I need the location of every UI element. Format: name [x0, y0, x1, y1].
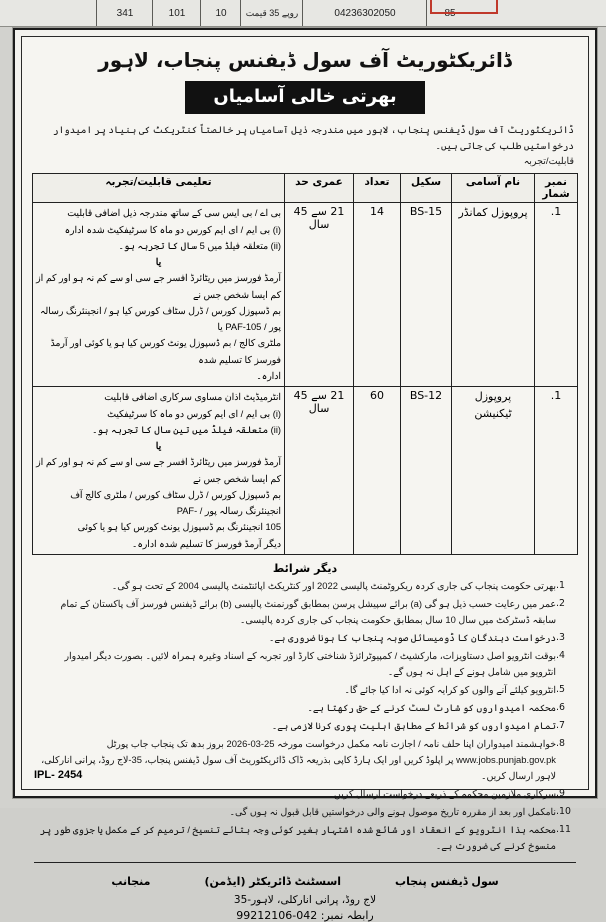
top-cell-2: 101: [152, 0, 201, 26]
top-cell-5: 04236302050: [302, 0, 427, 26]
list-item: [38, 786, 572, 802]
condition-text: محکمہ امیدواروں کو شارٹ لسٹ کرنے کے حق رکھتا ہے۔: [307, 701, 556, 713]
signature-left: منجانب: [111, 874, 151, 888]
condition-text: بوقت انٹرویو اصل دستاویزات، مارکشیٹ / کمپیوٹرائزڈ شناختی کارڈ اور تجربہ کے اسناد وغیرہ ہمراہ لائیں۔ بصورت دیگر امیدوار انٹرویو میں شامل ہونے کے اہل نہ ہوں گے۔: [64, 649, 556, 677]
row2-qualification: [33, 387, 285, 555]
advertisement-inner-frame: [21, 36, 589, 922]
q-line: 105 انجینئرنگ بم ڈسپوزل یونٹ کورس کیا ہو یا کوئی: [77, 522, 281, 533]
row2-scale: BS-12: [401, 387, 452, 555]
col-age: عمری حد: [285, 174, 354, 203]
intro-subline: قابلیت/تجربہ: [523, 156, 574, 168]
q-line: ادارہ۔: [256, 371, 281, 381]
col-qualification: تعلیمی قابلیت/تجربہ: [33, 174, 285, 203]
condition-number: 8.: [556, 737, 565, 749]
col-sr: نمبر شمار: [535, 174, 578, 203]
signature-department: سول ڈیفنس پنجاب: [395, 874, 499, 888]
conditions-list: [38, 578, 572, 854]
list-item: [38, 718, 572, 734]
row1-scale: BS-15: [401, 203, 452, 387]
list-item: [38, 682, 572, 698]
list-item: [38, 630, 572, 646]
top-cell-4: روپے 35 قیمت: [240, 0, 303, 26]
red-highlight-box: [430, 0, 498, 14]
condition-number: 4.: [556, 649, 565, 661]
condition-number: 7.: [556, 719, 565, 731]
q-line: انٹرمیڈیٹ اذان مساوی سرکاری اضافی قابلیت: [104, 392, 281, 403]
condition-text: انٹرویو کیلئے آنے والوں کو کرایہ کوئی نہ ادا کیا جائے گا۔: [344, 683, 556, 695]
q-line: ملٹری کالج / بم ڈسپوزل یونٹ کورس کیا ہو یا کوئی اور آرمڈ فورسز کا تسلیم شدہ: [50, 338, 281, 365]
condition-text: بھرتی حکومت پنجاب کی جاری کردہ ریکروٹمنٹ پالیسی 2022 اور کنٹریکٹ اپائنٹمنٹ پالیسی 2004 کے تحت ہو گی۔: [111, 579, 556, 591]
condition-text: محکمہ ہذا انٹرویو کے انعقاد اور شائع شدہ اشتہار بغیر کوئی وجہ بتائے تنسیخ / ترمیم کر کے مکمل یا جزوی طور پر منسوخ کرنے کی ضرورت ہے۔: [40, 823, 556, 851]
footer-divider: [34, 862, 576, 863]
q-line: آرمڈ فورسز میں ریٹائرڈ افسر جے سی او سے کم نہ ہو اور کم از کم ایسا شخص جس نے: [36, 457, 281, 484]
condition-text: درخواست دہندگان کا ڈومیسائل صوبہ پنجاب کا ہونا ضروری ہے۔: [268, 631, 556, 643]
q-line: بم ڈسپوزل کورس / ڈرل سٹاف کورس کیا ہو / انجینئرنگ رسالہ پور / PAF-105 یا: [39, 305, 281, 333]
q-line: دیگر آرمڈ فورسز کا تسلیم شدہ ادارہ۔: [131, 538, 281, 549]
q-line-or: یا: [155, 441, 162, 452]
col-scale: سکیل: [401, 174, 452, 203]
page-title: ڈائریکٹوریٹ آف سول ڈیفنس پنجاب، لاہور: [98, 48, 512, 72]
conditions-title: دیگر شرائط: [272, 561, 338, 575]
q-line: (i) بی ایم / ای ایم کورس دو ماہ کا سرٹیفکیٹ شدہ ادارہ: [64, 224, 281, 235]
signature-designation: اسسٹنٹ ڈائریکٹر (ایڈمن): [204, 874, 342, 888]
condition-text-apply[interactable]: خواہشمند امیدواران اپنا حلف نامہ / اجازت نامہ مکمل درخواست مورخہ 25-03-2026 بروز بدھ تک پنجاب جاب پورٹل www.jobs.punjab.gov.pk پر اپلوڈ کریں اور ایک ہارڈ کاپی بذریعہ ڈاک ڈائریکٹوریٹ آف سول ڈیفنس پنجاب، 35-لاج روڈ، پرانی انارکلی، لاہور ارسال کریں۔: [41, 737, 556, 781]
condition-number: 6.: [556, 701, 565, 713]
condition-text: عمر میں رعایت حسب ذیل ہو گی (a) برائے سپیشل پرسن بمطابق گورنمنٹ پالیسی (b) برائے ڈیفنس فورسز آف پاکستان کے تمام سابقہ ڈسٹرکٹ میں سال 10 سال بمطابق حکومت پنجاب کی جاری کردہ پالیسی۔: [60, 597, 556, 625]
condition-number: 2.: [556, 597, 565, 609]
condition-text: تمام امیدواروں کو شرائط کے مطابق اہلیت پوری کرنا لازمی ہے۔: [271, 719, 556, 731]
top-cell-6: 85: [426, 0, 473, 26]
ipl-reference: IPL- 2454: [34, 769, 83, 781]
condition-text: نامکمل اور بعد از مقررہ تاریخ موصول ہونے والی درخواستیں قابل قبول نہ ہوں گی۔: [229, 805, 556, 817]
top-cell-1: 341: [96, 0, 153, 26]
contact-phone: رابطہ نمبر: 042-99212106: [236, 908, 374, 922]
intro-paragraph: ڈائریکٹوریٹ آف سول ڈیفنس پنجاب، لاہور میں مندرجہ ذیل آسامیاں پر خالصتاً کنٹریکٹ کی بنیاد پر امیدوار درخواستیں طلب کی جاتی ہیں۔: [53, 125, 574, 152]
banner-heading: بھرتی خالی آسامیاں: [185, 81, 425, 114]
row1-qualification: [33, 203, 285, 387]
condition-number: 11.: [556, 823, 571, 835]
top-cell-3: 10: [200, 0, 241, 26]
top-cut-strip: [0, 0, 606, 27]
row1-age: 21 سے 45 سال: [285, 203, 354, 387]
job-advertisement-box: [13, 28, 597, 922]
condition-number: 9.: [556, 787, 565, 799]
row2-age: 21 سے 45 سال: [285, 387, 354, 555]
condition-text: سرکاری ملازمین محکمہ کے ذریعے درخواست ارسال کریں۔: [328, 787, 556, 799]
office-address: 35-لاج روڈ، پرانی انارکلی، لاہور: [233, 893, 377, 906]
row2-sr: 1.: [535, 387, 578, 555]
condition-number: 1.: [556, 579, 565, 591]
q-line: بم ڈسپوزل کورس / ڈرل سٹاف کورس / ملٹری کالج آف انجینئرنگ رسالہ پور / -PAF: [70, 489, 281, 517]
list-item: [38, 648, 572, 680]
condition-number: 5.: [556, 683, 565, 695]
q-line: (i) بی ایم / ای ایم کورس دو ماہ کا سرٹیفکیٹ: [107, 408, 281, 419]
list-item: [38, 822, 572, 854]
row1-vacancies: 14: [354, 203, 401, 387]
condition-number: 10.: [556, 805, 571, 817]
row2-post: پروپوزل ٹیکنیشن: [452, 387, 535, 555]
q-line: آرمڈ فورسز میں ریٹائرڈ افسر جے سی او سے کم نہ ہو اور کم از کم ایسا شخص جس نے: [36, 273, 281, 300]
table-row: [33, 387, 578, 555]
row1-sr: 1.: [535, 203, 578, 387]
row1-post: پروپوزل کمانڈر: [452, 203, 535, 387]
list-item: [38, 578, 572, 594]
table-header-row: [33, 174, 578, 203]
q-line-or: یا: [155, 257, 162, 268]
col-vacancies: تعداد: [354, 174, 401, 203]
signature-row: [22, 875, 588, 888]
list-item: [38, 700, 572, 716]
q-line: (ii) متعلقہ فیلڈ میں 5 سال کا تجربہ ہو۔: [118, 240, 281, 251]
q-line: (ii) متعلقہ فیلڈ میں تین سال کا تجربہ ہو۔: [92, 424, 281, 435]
table-row: [33, 203, 578, 387]
row2-vacancies: 60: [354, 387, 401, 555]
list-item: [38, 804, 572, 820]
list-item-apply: [38, 736, 572, 784]
list-item: [38, 596, 572, 628]
vacancies-table: [32, 173, 578, 555]
col-post: نام آسامی: [452, 174, 535, 203]
q-line: بی اے / بی ایس سی کے ساتھ مندرجہ ذیل اضافی قابلیت: [67, 208, 281, 219]
condition-number: 3.: [556, 631, 565, 643]
